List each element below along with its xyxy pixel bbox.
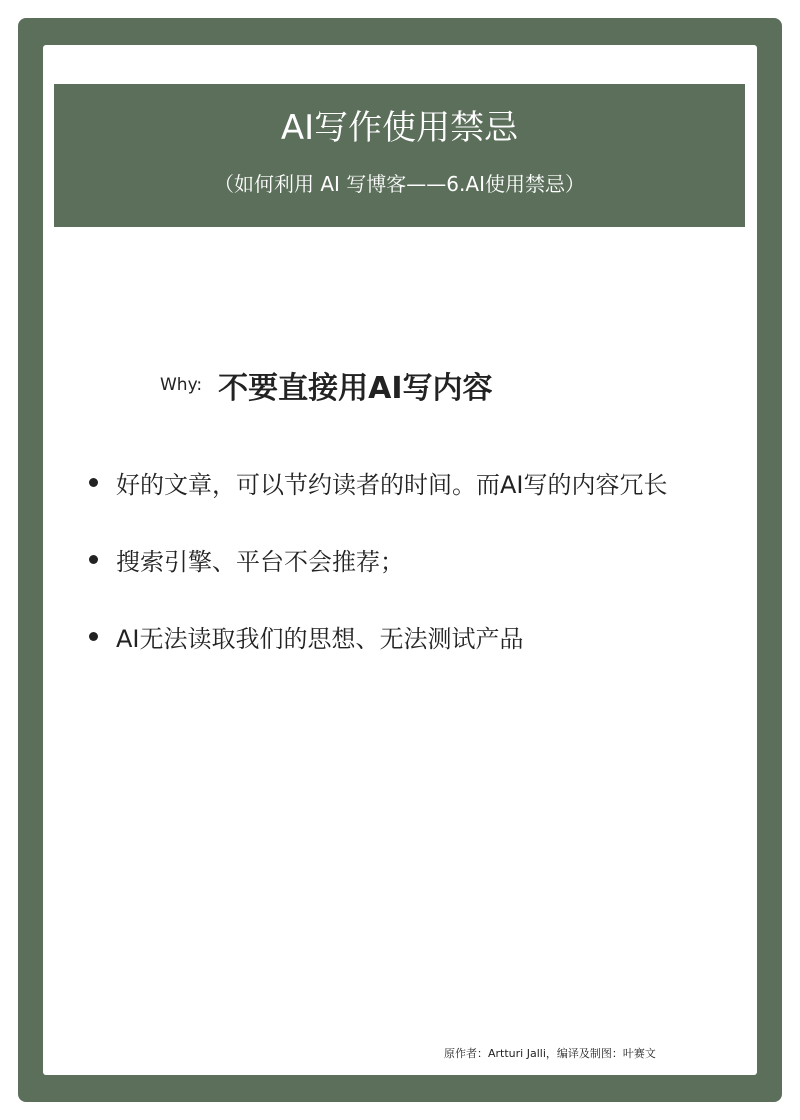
list-item <box>86 616 736 656</box>
list-item-text: 好的文章，可以节约读者的时间。而AI写的内容冗长 <box>116 470 668 499</box>
bullet-dot-icon <box>89 632 98 641</box>
section-title: 不要直接用AI写内容 <box>218 371 493 406</box>
list-item <box>86 539 736 579</box>
bullet-list <box>86 462 736 693</box>
header-banner <box>54 84 745 227</box>
page-title: AI写作使用禁忌 <box>280 108 519 148</box>
bullet-dot-icon <box>89 555 98 564</box>
page-subtitle: （如何利用 AI 写博客——6.AI使用禁忌） <box>214 172 585 196</box>
section-heading <box>160 360 720 410</box>
footer-credit: 原作者：Artturi Jalli，编译及制图：叶赛文 <box>444 1047 656 1060</box>
list-item-text: AI无法读取我们的思想、无法测试产品 <box>116 624 524 653</box>
list-item-text: 搜索引擎、平台不会推荐； <box>116 547 404 576</box>
bullet-dot-icon <box>89 478 98 487</box>
section-prefix: Why: <box>160 375 203 395</box>
list-item <box>86 462 736 502</box>
